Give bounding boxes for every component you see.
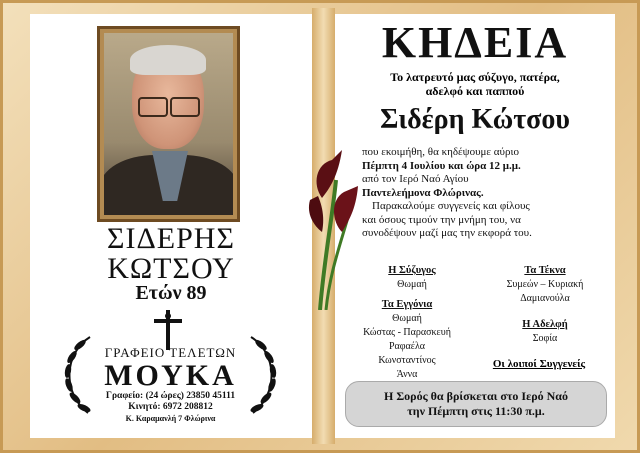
- grandchildren-heading: Τα Εγγόνια: [381, 299, 433, 310]
- spouse-heading: Η Σύζυγος: [388, 265, 436, 276]
- sister-block: [490, 318, 600, 346]
- grandchild-name: Άννα: [396, 369, 418, 380]
- grandchild-name: Κώστας - Παρασκευή: [363, 327, 451, 338]
- subtitle-line-1: Το λατρευτό μας σύζυγο, πατέρα,: [390, 70, 560, 84]
- funeral-home-address: Κ. Καραμανλή 7 Φλώρινα: [125, 414, 216, 423]
- announcement-line-3: από τον Ιερό Ναό Αγίου: [362, 173, 469, 185]
- subtitle-line-2: αδελφό και παππού: [425, 84, 525, 98]
- spouse-block: [362, 264, 462, 292]
- deceased-first-name: ΣΙΔΕΡΗΣ: [107, 222, 235, 255]
- grandchild-name: Ραφαέλα: [388, 341, 426, 352]
- child-name: Δαμιανούλα: [520, 293, 570, 304]
- children-block: [490, 264, 600, 306]
- funeral-home-label: ΓΡΑΦΕΙΟ ΤΕΛΕΤΩΝ: [104, 345, 237, 360]
- deceased-name: Σιδέρη Κώτσου: [380, 104, 570, 135]
- other-relatives: Οι λοιποί Συγγενείς: [492, 358, 586, 370]
- grandchild-name: Θωμαή: [392, 313, 422, 324]
- funeral-home-office-phone: Γραφείο: (24 ώρες) 23850 45111: [105, 391, 236, 401]
- subtitle: [335, 70, 615, 98]
- page-title: ΚΗΔΕΙΑ: [381, 18, 569, 67]
- announcement-line-7: συνοδέψουν μαζί μας την εκφορά του.: [362, 227, 532, 239]
- announcement-line-6: και όσους τιμούν την μνήμη του, να: [362, 213, 521, 226]
- spouse-name: Θωμαή: [397, 279, 427, 290]
- portrait-frame: [97, 26, 240, 222]
- funeral-home-mobile: Κινητό: 6972 208812: [128, 402, 213, 412]
- announcement-text: [362, 146, 608, 241]
- grandchildren-block: [342, 298, 472, 382]
- portrait-photo: [104, 33, 233, 215]
- child-name: Συμεών – Κυριακή: [506, 279, 584, 290]
- funeral-home-info: [58, 345, 283, 424]
- notice-line-2: την Πέμπτη στις 11:30 π.μ.: [407, 404, 545, 418]
- announcement-line-1: που εκοιμήθη, θα κηδέψουμε αύριο: [362, 146, 519, 158]
- announcement-church: Παντελεήμονα Φλώρινας.: [362, 186, 484, 199]
- grandchild-name: Κωνσταντίνος: [378, 355, 436, 366]
- announcement-line-5: Παρακαλούμε συγγενείς και φίλους: [372, 200, 530, 212]
- sister-heading: Η Αδελφή: [522, 319, 568, 330]
- announcement-date: Πέμπτη 4 Ιουλίου και ώρα 12 μ.μ.: [362, 159, 521, 172]
- notice-line-1: Η Σορός θα βρίσκεται στο Ιερό Ναό: [384, 389, 568, 403]
- funeral-home-name: ΜΟΥΚΑ: [104, 359, 237, 392]
- children-heading: Τα Τέκνα: [524, 265, 566, 276]
- calla-lily-icon: [302, 140, 362, 310]
- deceased-age: Ετών 89: [135, 282, 207, 304]
- viewing-notice: [345, 381, 607, 427]
- sister-name: Σοφία: [532, 333, 558, 344]
- deceased-last-name: ΚΩΤΣΟΥ: [107, 252, 235, 285]
